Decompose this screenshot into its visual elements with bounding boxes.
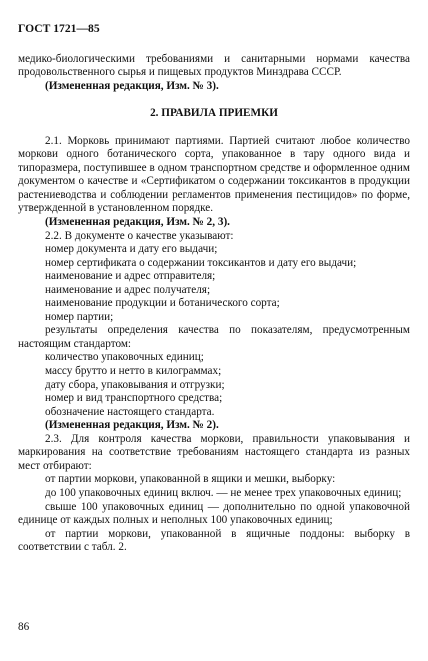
list-item: номер партии; — [45, 310, 114, 323]
amendment-note: (Измененная редакция, Изм. № 2, 3). — [45, 216, 230, 229]
paragraph-continuation: медико-биологическими требованиями и санитарными нормами качества продовольственного сырья и пищевых продуктов Минздрава СССР. — [18, 52, 410, 79]
list-item: номер сертификата о содержании токсикантов и дату его выдачи; — [45, 256, 357, 269]
list-item: до 100 упаковочных единиц включ. — не менее трех упаковочных единиц; — [45, 486, 402, 499]
standard-header: ГОСТ 1721—85 — [18, 22, 100, 35]
list-item: номер и вид транспортного средства; — [45, 392, 223, 405]
clause-2-2: 2.2. В документе о качестве указывают: — [45, 229, 234, 242]
clause-2-1: 2.1. Морковь принимают партиями. Партией считают любое количество моркови одного ботанического сорта, упакованное в тару одного вида и типоразмера, поступившее в одном транспортном средстве и оформленное одним документом о качестве и «Сертификатом о содержании токсикантов в продукции растениеводства и соблюдении регламентов применения пестицидов» по форме, утвержденной в установленном порядке. — [18, 134, 410, 215]
list-item: свыше 100 упаковочных единиц — дополнительно по одной упаковочной единице от каждых полных и неполных 100 упаковочных единиц; — [18, 500, 410, 527]
list-item: результаты определения качества по показателям, предусмотренным настоящим стандартом: — [18, 324, 410, 350]
list-item: наименование и адрес отправителя; — [45, 270, 216, 283]
amendment-note: (Измененная редакция, Изм. № 3). — [45, 79, 219, 92]
list-item: дату сбора, упаковывания и отгрузки; — [45, 378, 225, 391]
list-item: наименование и адрес получателя; — [45, 283, 211, 296]
list-item: от партии моркови, упакованной в ящики и мешки, выборку: — [45, 473, 336, 486]
list-item: номер документа и дату его выдачи; — [45, 243, 218, 256]
list-item: наименование продукции и ботанического сорта; — [45, 297, 280, 310]
list-item: обозначение настоящего стандарта. — [45, 405, 215, 418]
page-number: 86 — [18, 621, 30, 633]
clause-2-3: 2.3. Для контроля качества моркови, правильности упаковывания и маркирования на соответствие требованиям настоящего стандарта из разных мест отбирают: — [18, 432, 410, 472]
list-item: массу брутто и нетто в килограммах; — [45, 365, 222, 378]
section-title: 2. ПРАВИЛА ПРИЕМКИ — [150, 107, 278, 120]
amendment-note: (Измененная редакция, Изм. № 2). — [45, 419, 219, 432]
list-item: количество упаковочных единиц; — [45, 351, 204, 364]
list-item: от партии моркови, упакованной в ящичные поддоны: выборку в соответствии с табл. 2. — [18, 527, 410, 554]
